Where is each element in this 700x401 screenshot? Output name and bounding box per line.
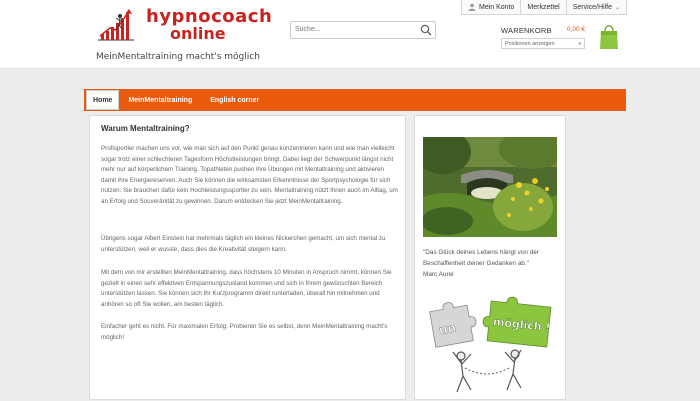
search-icon[interactable] (419, 23, 433, 37)
cart-select-label: Positionen anzeigen (505, 40, 555, 47)
logo-text[interactable]: hypnocoach (146, 6, 273, 27)
chevron-down-icon: ▾ (578, 41, 581, 47)
chevron-down-icon: ⌄ (615, 4, 621, 11)
top-nav (461, 0, 627, 15)
search-input[interactable] (295, 23, 415, 36)
tagline: MeinMentaltraining macht's möglich (96, 52, 260, 62)
puzzle-left-text: un (437, 320, 458, 338)
wishlist-label: Merkzettel (527, 3, 560, 11)
main-nav (84, 89, 626, 111)
cart-sum: 0,00 € (567, 26, 586, 33)
logo-subtext[interactable]: online (170, 24, 226, 43)
quote-text: "Das Glück deines Lebens hängt von der Beschaffenheit deiner Gedanken ab." (423, 249, 539, 267)
service-label: Service/Hilfe (572, 3, 613, 11)
sidebar-quote (423, 248, 565, 280)
search-box (290, 21, 436, 39)
content-paragraph: Einfacher geht es nicht. Für maximalen Erfolg: Probieren Sie es selbst, denn MeinMentaltraining macht's möglich! (101, 323, 388, 341)
service-menu[interactable] (567, 0, 626, 14)
header (0, 0, 700, 69)
content-paragraph: Mit dem von mir erstellten MeinMentaltraining, dass höchstens 10 Minuten in Anspruch nimmt, können Sie gezielt in einen sehr effektiven Entspannungszustand kommen und sich in Ihrem gewünschten Bereich unterstützen lassen. Sie können sich Ihr Kurzprogramm direkt runterladen, überall hin mitnehmen und anhören so oft Sie wollen, am besten täglich. (101, 269, 392, 308)
sidebar-panel (414, 115, 566, 400)
wishlist-link[interactable] (521, 0, 566, 14)
user-icon (468, 3, 476, 11)
cart-title[interactable]: WARENKORB (501, 26, 552, 35)
account-label: Mein Konto (479, 3, 515, 11)
content-paragraph: Profisportler machen uns vor, wie man sich auf den Punkt genau konzentrieren kann und wie man vielleicht sogar trotz einer schlechteren Tagesform Höchstleistungen bringt. Dabei liegt der Schwerpunkt längst nicht mehr nur auf körperlichem Training. Topathleten pushen ihre Übungen mit Mentaltraining und aktivieren damit ihre Energiereserven. Auch Sie können die wirksamsten Erkenntnisse der Sportpsychologie für sich nutzen: Sie brauchen dafür kein Hochleistungssportler zu sein. Mentaltraining nützt Ihnen auch im Alltag, um an Erfolg und Souveränität zu gewinnen. Darum entdecken Sie jetzt MeinMentaltraining. (101, 145, 398, 205)
nature-bridge-photo (423, 137, 557, 237)
tab-home[interactable]: Home (86, 90, 119, 110)
content-paragraph: Übrigens sogar Albert Einstein hat mehrmals täglich ein kleines Nickerchen gemacht, um sich mental zu unterstützen, weil er wusste, dass dies die Kreativität steigern kann. (101, 235, 386, 253)
tab-english-corner[interactable]: English corner (210, 96, 260, 104)
shopping-bag-icon[interactable] (599, 22, 619, 50)
account-link[interactable] (462, 0, 521, 14)
tab-meinmentaltraining[interactable]: MeinMentaltraining (128, 96, 193, 104)
puzzle-illustration (423, 294, 559, 401)
content-panel (89, 115, 406, 400)
content-title: Warum Mentaltraining? (101, 124, 190, 133)
logo-chart-icon[interactable] (96, 6, 136, 44)
cart-positions-select[interactable] (501, 38, 585, 49)
quote-author: Marc Aurel (423, 270, 454, 278)
puzzle-right-text: möglich ! (492, 315, 552, 335)
